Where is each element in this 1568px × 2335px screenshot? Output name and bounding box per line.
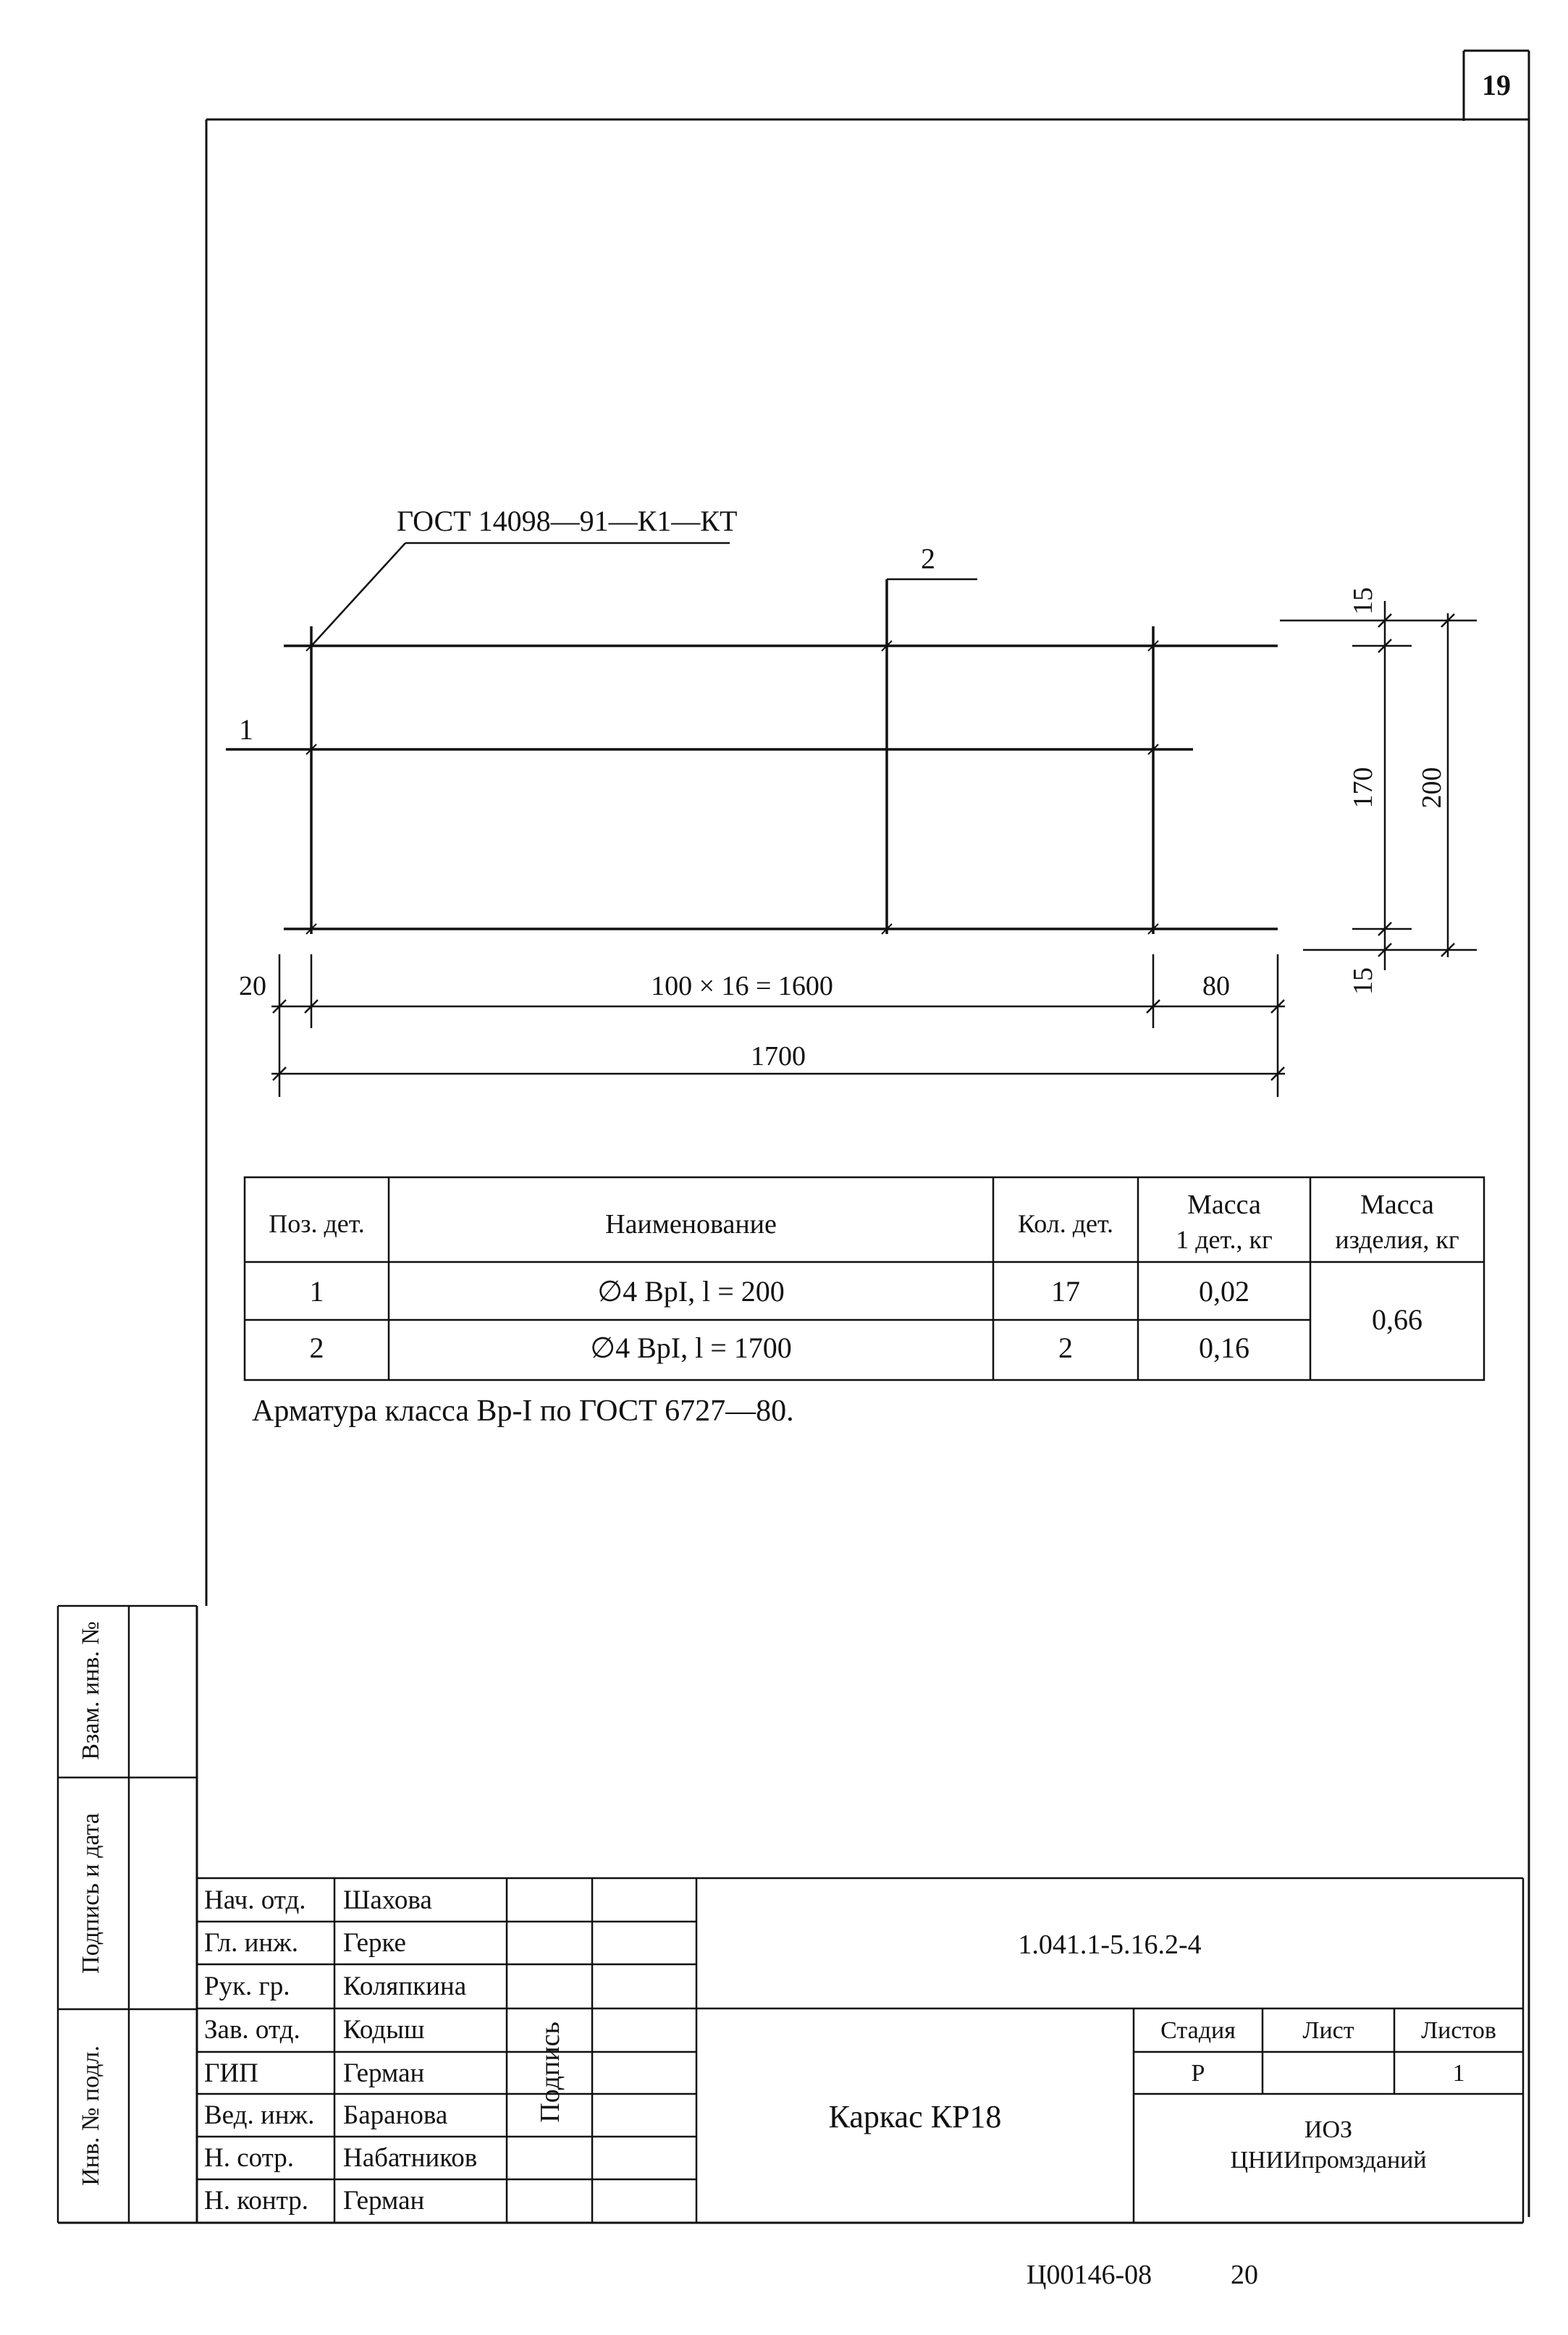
tb-role-6: Вед. инж. [204,2100,315,2130]
tb-role-3: Рук. гр. [204,1972,290,2001]
dim-80: 80 [1202,971,1230,1001]
tb-role-8: Н. контр. [204,2186,308,2216]
tb-sheet-label: Лист [1302,2017,1354,2044]
tb-name-3: Коляпкина [343,1972,467,2001]
tb-name-2: Герке [343,1928,406,1958]
stamp-replacement-inventory: Взам. инв. № [77,1621,104,1760]
table-total-mass: 0,66 [1372,1303,1422,1336]
tb-signature-label: Подпись [535,2021,565,2123]
tb-name-4: Кодыш [343,2015,425,2045]
tb-stage-label: Стадия [1160,2017,1236,2044]
table-row-1-mass: 0,02 [1199,1275,1249,1308]
dim-1600: 100 × 16 = 1600 [651,971,833,1001]
table-header-pos: Поз. дет. [269,1209,365,1238]
tb-document-code: 1.041.1-5.16.2-4 [1018,1930,1202,1960]
table-row-2-mass: 0,16 [1199,1331,1249,1364]
cage-drawing [226,579,1278,934]
table-header-mass-total: Масса [1360,1190,1434,1220]
tb-sheets-value: 1 [1452,2060,1465,2087]
dim-200: 200 [1417,767,1447,809]
footer-code: Ц00146-08 [1027,2260,1152,2290]
table-header-mass-unit-sub: 1 дет., кг [1176,1225,1273,1254]
table-row-2-name: ∅4 ВрI, l = 1700 [590,1331,792,1364]
table-row-1-qty: 17 [1051,1275,1080,1308]
table-header-mass-unit: Масса [1187,1190,1261,1220]
tb-organization-line-1: ИОЗ [1304,2116,1353,2143]
tb-name-1: Шахова [343,1885,432,1915]
table-header-mass-total-sub: изделия, кг [1335,1225,1459,1254]
tb-role-7: Н. сотр. [204,2143,295,2173]
tb-sheets-label: Листов [1421,2017,1496,2044]
table-header-name: Наименование [605,1209,777,1240]
position-1-label: 1 [239,713,253,746]
tb-drawing-title: Каркас КР18 [828,2099,1002,2134]
vertical-dimensions [1280,601,1477,970]
dim-15-bottom: 15 [1348,967,1378,995]
tb-organization-line-2: ЦНИИпромзданий [1230,2147,1427,2174]
dim-20: 20 [239,971,266,1001]
tb-stage-value: Р [1191,2060,1205,2087]
intersection-ticks [306,641,1158,934]
tb-role-1: Нач. отд. [204,1885,306,1915]
dim-15-top: 15 [1348,587,1378,615]
position-2-label: 2 [921,542,935,575]
table-row-2-pos: 2 [309,1331,324,1364]
leaders [313,543,977,644]
table-header-qty: Кол. дет. [1017,1209,1114,1238]
gost-label: ГОСТ 14098—91—К1—КТ [397,505,738,537]
tb-name-7: Набатников [343,2143,478,2173]
tb-role-2: Гл. инж. [204,1928,298,1958]
table-row-1-pos: 1 [309,1275,324,1308]
table-row-2-qty: 2 [1058,1331,1073,1364]
tb-name-6: Баранова [343,2100,448,2130]
tb-role-4: Зав. отд. [204,2015,300,2045]
dim-1700: 1700 [751,1041,806,1072]
table-row-1-name: ∅4 ВрI, l = 200 [597,1275,785,1308]
dim-170: 170 [1348,767,1378,809]
footer-number: 20 [1231,2260,1258,2290]
stamp-original-inventory: Инв. № подл. [77,2045,104,2186]
reinforcement-note: Арматура класса Вр-I по ГОСТ 6727—80. [252,1394,794,1428]
tb-role-5: ГИП [204,2058,258,2088]
page-number: 19 [1482,69,1511,101]
tb-name-8: Герман [343,2186,425,2216]
stamp-signature-date: Подпись и дата [77,1813,104,1974]
tb-name-5: Герман [343,2058,425,2088]
